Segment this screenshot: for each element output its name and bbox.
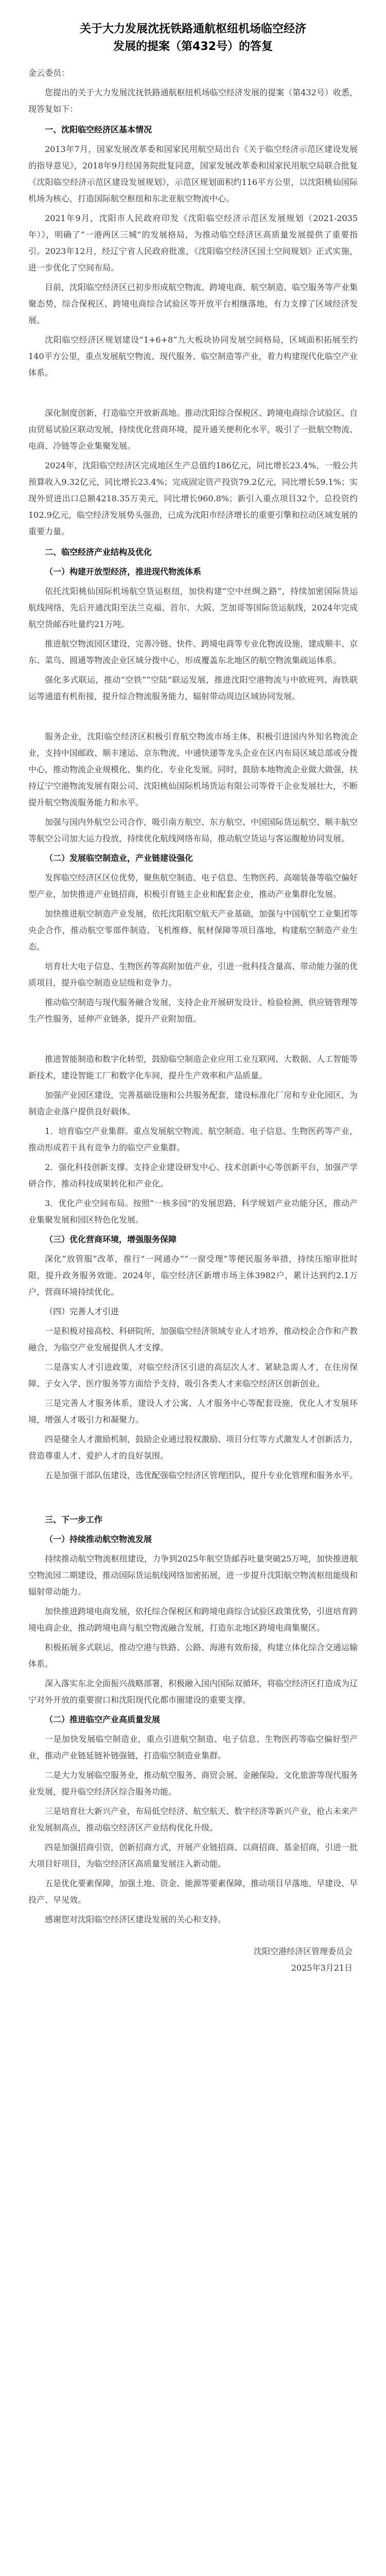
subsection-body-continued [28,1051,358,1228]
paragraph: 一是积极对接高校、科研院所，加强临空经济领域专业人才培养，推动校企合作和产教融合，为临空产业发展提供人才支撑。 [28,1326,358,1352]
paragraph: 依托沈阳桃仙国际机场航空货运枢纽，加快构建“空中丝绸之路”，持续加密国际货运航线网络，先后开通沈阳至法兰克福、首尔、大阪、芝加哥等国际货运航线，2024年完成航空货邮吞吐量约21万吨。 [28,586,358,629]
subsection-heading: （一）构建开放型经济，推进现代物流体系 [45,567,202,577]
paragraph: 四是加强招商引资，创新招商方式，开展产业链招商、以商招商、基金招商，引进一批大项目好项目，为临空经济区高质量发展注入新动能。 [28,1842,358,1869]
paragraph: 强化多式联运，推动“空铁”“空陆”联运发展，推进沈阳空港物流与中欧班列、海铁联运等通道有机衔接，提升综合物流服务能力，辐射带动周边区域协同发展。 [28,675,358,701]
section-1-body [28,141,358,381]
paragraph: 服务企业，沈阳临空经济区积极引育航空物流市场主体，积极引进国内外知名物流企业，支持中国邮政、顺丰速运、京东物流、中通快递等龙头企业在区内布局区域总部或分拨中心，推动物流企业规模化、集约化、专业化发展。同时，鼓励本地物流企业做大做强，扶持辽宁空港物流发展有限公司、沈阳桃仙国际机场货运有限公司等骨干企业发展壮大，不断提升航空物流服务能力和水平。 [28,732,358,807]
subsection-body [28,1731,358,1908]
paragraph: 深化“放管服”改革，推行“一网通办”“一窗受理”等便民服务举措，持续压缩审批时限，提升政务服务效能。2024年，临空经济区新增市场主体3982户，累计达到约2.1万户，营商环境持续优化。 [28,1254,358,1297]
paragraph: 沈阳临空经济区规划建设“1+6+8”九大板块协同发展空间格局，区域面积拓展至约140平方公里，重点发展航空物流、现代服务、临空制造等产业，着力构建现代化临空产业体系。 [28,335,358,378]
subsection-body [28,870,358,1027]
document-title [28,21,358,56]
paragraph: 2024年，沈阳临空经济区完成地区生产总值约186亿元，同比增长23.4%，一般公共预算收入9.32亿元，同比增长23.4%；完成固定资产投资79.2亿元，同比增长59.1%；实现外贸进出口总额4218.35万美元，同比增长960.8%；新引入重点项目32个，总投资约102.9亿元，临空经济发展势头强劲，已成为沈阳市经济增长的重要引擎和拉动区域发展的重要力量。 [28,461,358,536]
subsection-heading: （二）发展临空制造业，产业链建设强化 [45,853,194,863]
paragraph: 1．培育临空产业集群。重点发展航空物流、航空制造、电子信息、生物医药等产业，推动形成若干具有竞争力的临空产业集群。 [28,1126,358,1153]
paragraph: 积极拓展多式联运，推动空港与铁路、公路、海港有效衔接，构建立体化综合交通运输体系。 [28,1642,358,1669]
paragraph: 2021年9月，沈阳市人民政府印发《沈阳临空经济示范区发展规划（2021-2035年）》，明确了“一港两区三城”的发展格局，为推动临空经济区高质量发展提供了重要指引。2023年12月，经辽宁省人民政府批准，《沈阳临空经济区国土空间规划》正式实施，进一步优化了空间布局。 [28,213,358,273]
paragraph: 五是优化要素保障，加强土地、资金、能源等要素保障，推动项目早落地、早建设、早投产、早见效。 [28,1878,358,1905]
paragraph: 二是大力发展临空服务业，推动航空服务、商贸会展、金融保险、文化旅游等现代服务业发展，提升临空经济区综合服务功能。 [28,1770,358,1797]
section-1-body-continued [28,405,358,540]
paragraph: 三是培育壮大新兴产业，布局低空经济、航空航天、数字经济等新兴产业，抢占未来产业发展制高点，推动临空经济区产业结构优化升级。 [28,1806,358,1833]
paragraph: 三是完善人才服务体系，建设人才公寓、人才服务中心等配套设施，优化人才发展环境，增强人才吸引力和凝聚力。 [28,1398,358,1425]
paragraph: 加快推进跨境电商发展，依托综合保税区和跨境电商综合试验区政策优势，引进培育跨境电商企业，推动跨境电商与航空物流融合发展，打造东北地区跨境电商集聚区。 [28,1606,358,1633]
paragraph: 四是健全人才激励机制，鼓励企业通过股权激励、项目分红等方式激发人才创新活力，营造尊重人才、爱护人才的良好氛围。 [28,1434,358,1461]
paragraph: 深入落实东北全面振兴战略部署，积极融入国内国际双循环，将临空经济区打造成为辽宁对外开放的重要窗口和沈阳现代化都市圈建设的重要支撑。 [28,1679,358,1705]
paragraph: 3．优化产业空间布局。按照“一核多园”的发展思路，科学规划产业功能分区，推动产业集聚发展和园区特色化发展。 [28,1198,358,1225]
subsection-heading: （二）推进临空产业高质量发展 [45,1715,161,1724]
paragraph: 一是加快发展临空制造业，重点引进航空制造、电子信息、生物医药等临空偏好型产业，推动产业链延链补链强链，打造临空制造业集群。 [28,1734,358,1760]
paragraph: 加强产业园区建设，完善基础设施和公共服务配套，建设标准化厂房和专业化园区，为制造企业落户提供良好载体。 [28,1090,358,1116]
paragraph: 2013年7月，国家发展改革委和国家民用航空局出台《关于临空经济示范区建设发展的指导意见》，2018年9月经国务院批复同意，国家发展改革委和国家民用航空局联合批复《沈阳临空经济示范区建设发展规划》，示范区规划面积约116平方公里，以沈阳桃仙国际机场为核心，打造国际航空枢纽和东北亚航空物流中心。 [28,144,358,204]
paragraph: 深化制度创新，打造临空开放新高地。推动沈阳综合保税区、跨境电商综合试验区、自由贸易试验区联动发展，持续优化营商环境，提升通关便利化水平，吸引了一批航空物流、电商、冷链等企业集聚发展。 [28,408,358,451]
closing-paragraph: 感谢您对沈阳临空经济区建设发展的关心和支持。 [45,1914,226,1924]
paragraph: 五是加强干部队伍建设，选优配强临空经济区管理团队，提升专业化管理和服务水平。 [45,1470,358,1480]
section-3-heading: 三、下一步工作 [45,1515,103,1524]
paragraph: 持续推动航空物流枢纽建设，力争到2025年航空货邮吞吐量突破25万吨，加快推进航空物流园二期建设，推动国际货运航线网络加密拓展，进一步提升沈阳航空物流枢纽能级和辐射带动能力。 [28,1554,358,1597]
paragraph: 推进航空物流园区建设，完善冷链、快件、跨境电商等专业化物流设施，建成顺丰、京东、菜鸟、圆通等物流企业区域分拨中心，形成覆盖东北地区的航空物流集疏运体系。 [28,639,358,665]
title-line-1: 关于大力发展沈抚铁路通航枢纽机场临空经济 [79,23,306,36]
signature-block [28,1943,353,1976]
paragraph: 二是落实人才引进政策，对临空经济区引进的高层次人才、紧缺急需人才，在住房保障、子女入学、医疗服务等方面给予支持，吸引各类人才来临空经济区创新创业。 [28,1362,358,1388]
salutation: 金云委员： [28,68,70,78]
subsection-heading: （一）持续推动航空物流发展 [45,1534,152,1544]
subsection-body-continued [28,728,358,847]
intro-paragraph: 您提出的关于大力发展沈抚铁路通航枢纽机场临空经济发展的提案（第432号）收悉，现答复如下： [28,88,358,114]
paragraph: 加强与国内外航空公司合作，吸引南方航空、东方航空、中国国际货运航空、顺丰航空等航空公司加大运力投放，持续优化航线网络布局，推动航空货运与客运腹舱协同发展。 [28,817,358,843]
subsection-body [28,1551,358,1672]
section-2-heading: 二、临空经济产业结构及优化 [45,547,152,557]
signing-date: 2025年3月21日 [291,1963,353,1973]
paragraph: 2．强化科技创新支撑。支持企业建设研发中心、技术创新中心等创新平台，加强产学研合作，推动科技成果转化和产业化。 [28,1162,358,1189]
paragraph: 培育壮大电子信息、生物医药等高附加值产业，引进一批科技含量高、带动能力强的优质项目，提升临空制造业层级和竞争力。 [28,961,358,988]
subsection-body [28,1323,358,1484]
subsection-body [28,583,358,705]
subsection-heading: （三）优化营商环境，增强服务保障 [45,1234,177,1244]
paragraph: 推动临空制造与现代服务融合发展，支持企业开展研发设计、检验检测、供应链管理等生产性服务，延伸产业链条，提升产业附加值。 [28,997,358,1024]
section-1-heading: 一、沈阳临空经济区基本情况 [45,125,152,134]
signing-organization: 沈阳空港经济区管理委员会 [253,1946,353,1956]
subsection-heading: （四）完善人才引进 [45,1307,119,1316]
paragraph: 发挥临空经济区区位优势，聚焦航空制造、电子信息、生物医药、高端装备等临空偏好型产业，加快推进产业链招商，积极引育链主企业和配套企业，推动产业集群化发展。 [28,873,358,899]
subsection-body [28,1251,358,1300]
paragraph: 推进智能制造和数字化转型，鼓励临空制造企业应用工业互联网、大数据、人工智能等新技术，建设智能工厂和数字化车间，提升生产效率和产品质量。 [28,1054,358,1080]
paragraph: 加快推进航空制造产业发展，依托沈阳航空航天产业基础，加强与中国航空工业集团等央企合作，推动航空零部件制造、飞机维修、航材保障等项目落地，构建航空制造产业生态。 [28,909,358,952]
paragraph: 目前，沈阳临空经济区已初步形成航空物流、跨境电商、航空制造、临空服务等产业集聚态势，综合保税区、跨境电商综合试验区等开放平台相继落地，有力支撑了区域经济发展。 [28,282,358,325]
title-line-2: 发展的提案（第432号）的答复 [113,40,273,53]
